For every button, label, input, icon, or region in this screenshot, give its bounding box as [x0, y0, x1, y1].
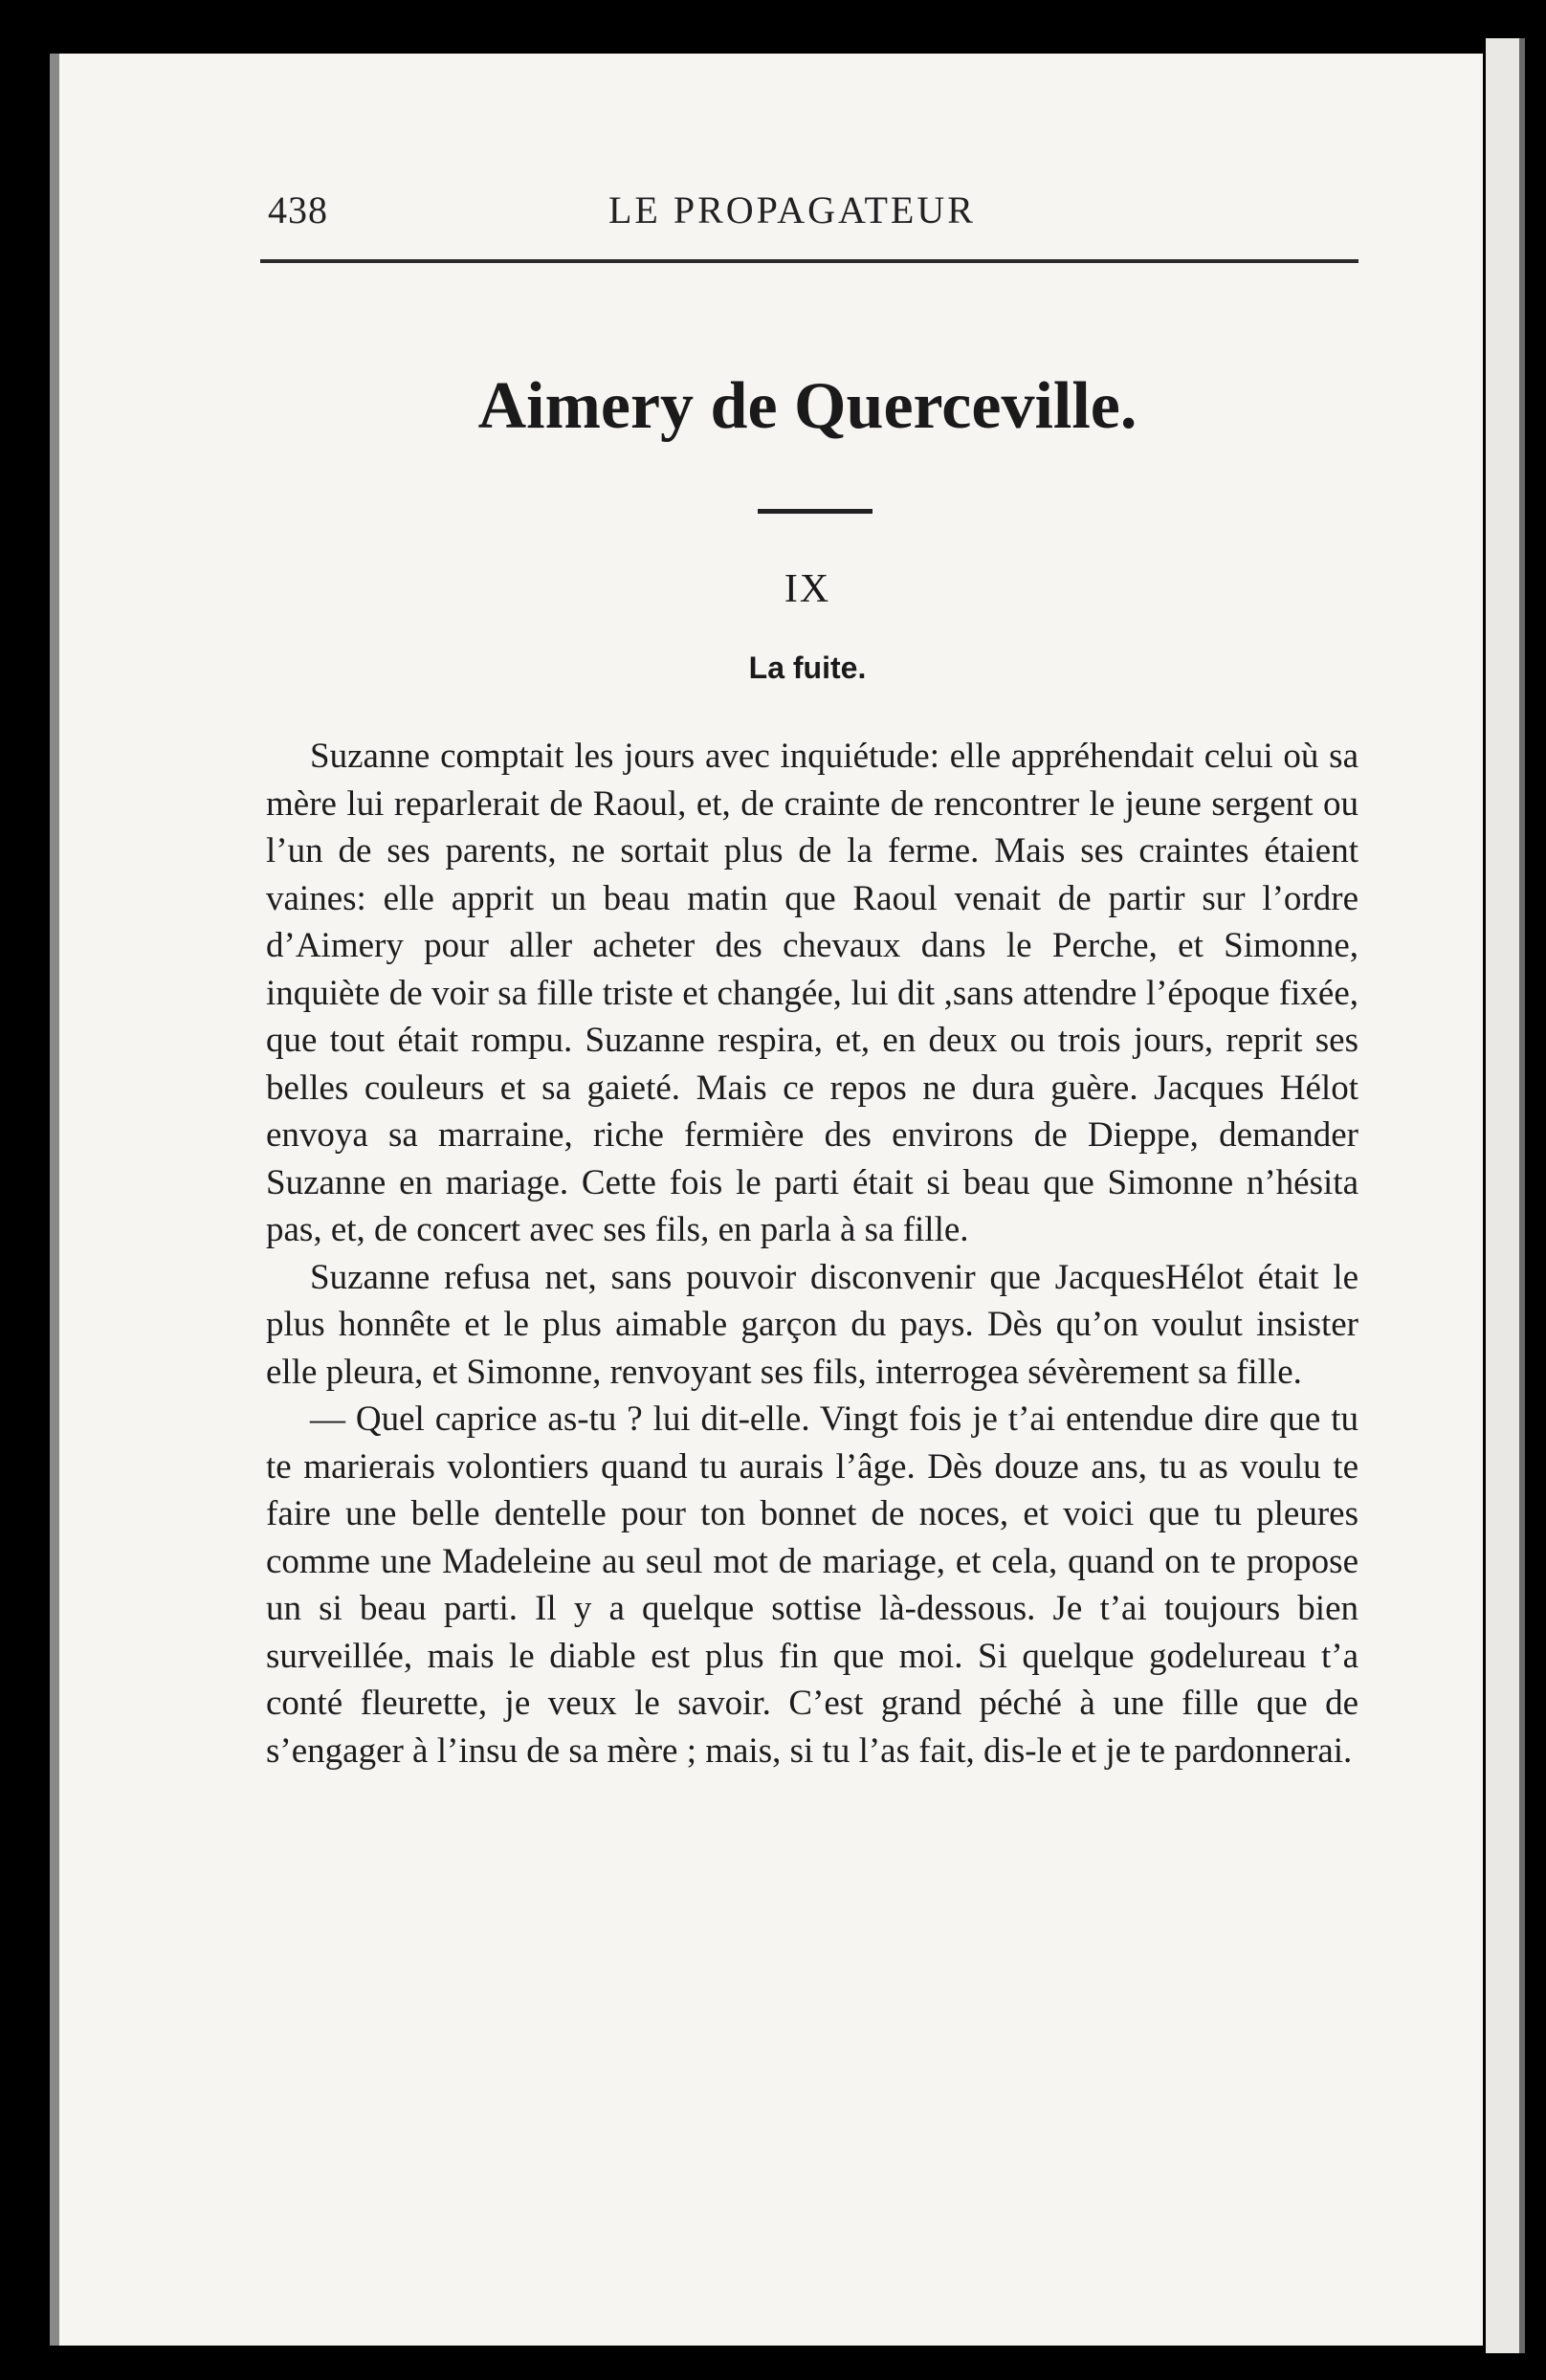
chapter-title: La fuite.	[748, 650, 867, 685]
page-edge-shadow	[1519, 38, 1525, 2353]
journal-title: LE PROPAGATEUR	[608, 188, 976, 231]
title-divider	[758, 509, 872, 514]
adjacent-page-edge	[1486, 38, 1520, 2353]
page-number: 438	[268, 188, 328, 231]
paragraph-2: Suzanne refusa net, sans pouvoir disconvenir que JacquesHélot était le plus honnête et le plus aimable garçon du pays. Dès qu’on voulut insister elle pleura, et Simonne, renvoyant ses fils, interrogea sévèrement sa fille.	[266, 1257, 1358, 1392]
paragraph-3: — Quel caprice as-tu ? lui dit-elle. Vingt fois je t’ai entendue dire que tu te marierais volontiers quand tu aurais l’âge. Dès douze ans, tu as voulu te faire une belle dentelle pour ton bonnet de noces, et voici que tu pleures comme une Madeleine au seul mot de mariage, et cela, quand on te propose un si beau parti. Il y a quelque sottise là-dessous. Je t’ai toujours bien surveillée, mais le diable est plus fin que moi. Si quelque godelureau t’a conté fleurette, je veux le savoir. C’est grand péché à une fille que de s’engager à l’insu de sa mère ; mais, si tu l’as fait, dis-le et je te pardonnerai.	[266, 1399, 1358, 1771]
header-rule	[260, 259, 1358, 263]
article-title: Aimery de Querceville.	[477, 369, 1137, 443]
article-body	[266, 733, 1358, 1774]
chapter-number: IX	[784, 567, 831, 611]
paragraph-1: Suzanne comptait les jours avec inquiétude: elle appréhendait celui où sa mère lui reparlerait de Raoul, et, de crainte de rencontrer le jeune sergent ou l’un de ses parents, ne sortait plus de la ferme. Mais ses craintes étaient vaines: elle apprit un beau matin que Raoul venait de partir sur l’ordre d’Aimery pour aller acheter des chevaux dans le Perche, et Simonne, inquiète de voir sa fille triste et changée, lui dit ,sans attendre l’époque fixée, que tout était rompu. Suzanne respira, et, en deux ou trois jours, reprit ses belles couleurs et sa gaieté. Mais ce repos ne dura guère. Jacques Hélot envoya sa marraine, riche fermière des environs de Dieppe, demander Suzanne en mariage. Cette fois le parti était si beau que Simonne n’hésita pas, et, de concert avec ses fils, en parla à sa fille.	[266, 737, 1358, 1249]
running-header	[256, 187, 1357, 245]
